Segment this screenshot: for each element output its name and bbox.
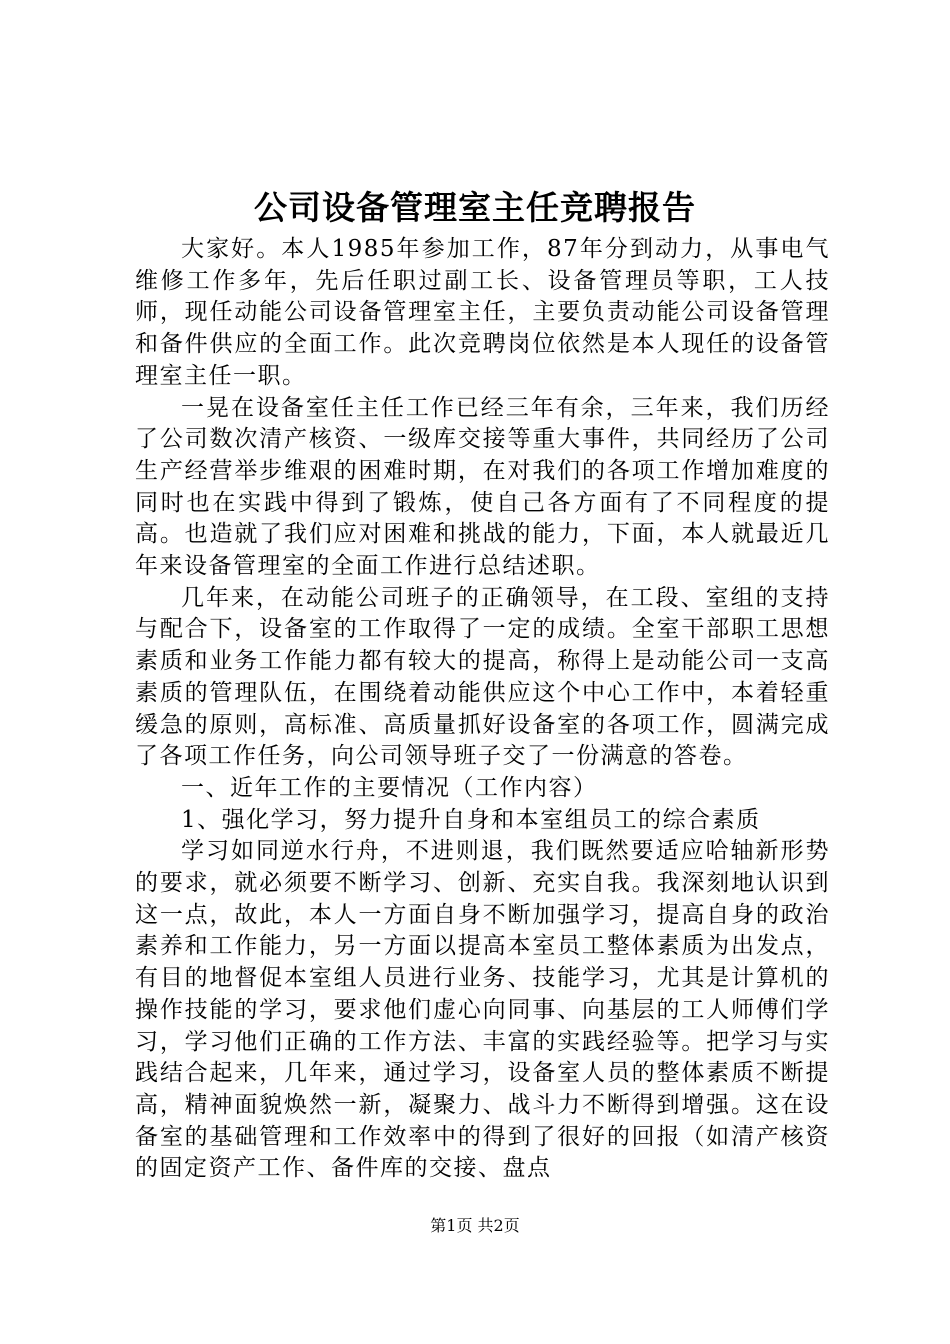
paragraph-achievements: 几年来，在动能公司班子的正确领导，在工段、室组的支持与配合下，设备室的工作取得了一定的成绩。全室干部职工思想素质和业务工作能力都有较大的提高，称得上是动能公司一支高素质的管理队伍，在围绕着动能供应这个中心工作中，本着轻重缓急的原则，高标准、高质量抓好设备室的各项工作，圆满完成了各项工作任务，向公司领导班子交了一份满意的答卷。 bbox=[135, 584, 830, 770]
document-title: 公司设备管理室主任竞聘报告 bbox=[254, 188, 696, 227]
subsection-heading-study: 1、强化学习，努力提升自身和本室组员工的综合素质 bbox=[181, 806, 761, 833]
section-heading-main-work: 一、近年工作的主要情况（工作内容） bbox=[181, 774, 598, 801]
page-number-footer: 第1页 共2页 bbox=[430, 1216, 520, 1235]
document-body bbox=[135, 234, 830, 1185]
paragraph-experience: 一晃在设备室任主任工作已经三年有余，三年来，我们历经了公司数次清产核资、一级库交接等重大事件，共同经历了公司生产经营举步维艰的困难时期，在对我们的各项工作增加难度的同时也在实践中得到了锻炼，使自己各方面有了不同程度的提高。也造就了我们应对困难和挑战的能力，下面，本人就最近几年来设备管理室的全面工作进行总结述职。 bbox=[135, 394, 830, 580]
paragraph-study: 学习如同逆水行舟，不进则退，我们既然要适应哈轴新形势的要求，就必须要不断学习、创新、充实自我。我深刻地认识到这一点，故此，本人一方面自身不断加强学习，提高自身的政治素养和工作能力，另一方面以提高本室员工整体素质为出发点，有目的地督促本室组人员进行业务、技能学习，尤其是计算机的操作技能的学习，要求他们虚心向同事、向基层的工人师傅们学习，学习他们正确的工作方法、丰富的实践经验等。把学习与实践结合起来，几年来，通过学习，设备室人员的整体素质不断提高，精神面貌焕然一新，凝聚力、战斗力不断得到增强。这在设备室的基础管理和工作效率中的得到了很好的回报（如清产核资的固定资产工作、备件库的交接、盘点 bbox=[135, 838, 830, 1182]
paragraph-intro: 大家好。本人1985年参加工作，87年分到动力，从事电气维修工作多年，先后任职过副工长、设备管理员等职，工人技师，现任动能公司设备管理室主任，主要负责动能公司设备管理和备件供应的全面工作。此次竞聘岗位依然是本人现任的设备管理室主任一职。 bbox=[135, 236, 830, 389]
